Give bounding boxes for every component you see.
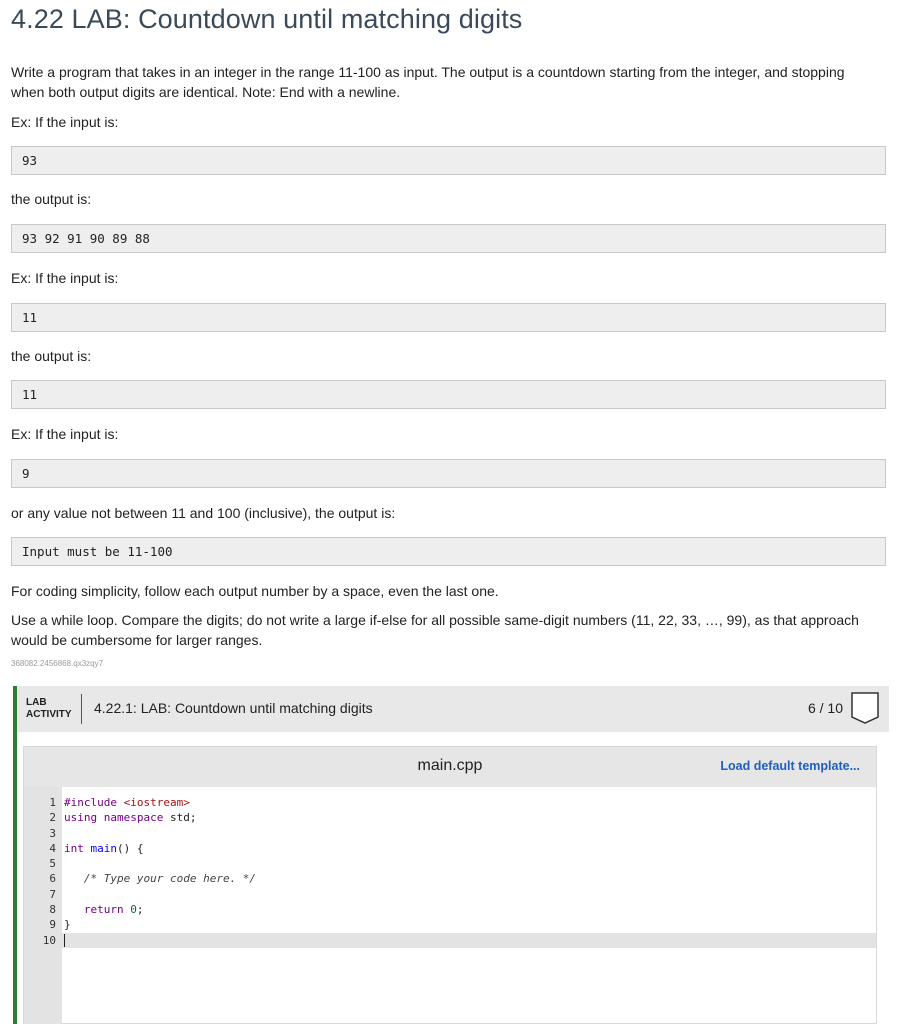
example-2-output: 11	[11, 380, 886, 409]
example-3-input: 9	[11, 459, 886, 488]
code-text[interactable]: return 0;	[83, 903, 144, 917]
code-line[interactable]	[24, 871, 876, 886]
code-line[interactable]	[24, 810, 876, 825]
code-editor	[23, 746, 877, 1024]
activity-id: 368082.2456868.qx3zqy7	[11, 659, 104, 668]
editor-header	[24, 747, 876, 787]
note-loop-line-2: would be cumbersome for larger ranges.	[11, 632, 263, 648]
code-line[interactable]	[24, 841, 876, 856]
description-line-2: when both output digits are identical. Note: End with a newline.	[11, 84, 401, 100]
note-loop-line-1: Use a while loop. Compare the digits; do not write a large if-else for all possible same-digit numbers (11, 22, 33, …, 99), as that approach	[11, 612, 859, 628]
example-1-intro: Ex: If the input is:	[11, 114, 119, 130]
example-2-intro: Ex: If the input is:	[11, 270, 119, 286]
example-1-output-label: the output is:	[11, 191, 92, 207]
text-cursor	[64, 934, 65, 947]
line-number: 10	[42, 933, 56, 947]
code-line-active[interactable]	[24, 933, 876, 948]
note-loop	[11, 610, 871, 650]
code-line[interactable]	[24, 856, 876, 871]
code-line[interactable]	[24, 887, 876, 902]
example-3-output-label: or any value not between 11 and 100 (inclusive), the output is:	[11, 505, 396, 521]
code-text[interactable]: using namespace std;	[64, 811, 197, 825]
lab-activity-title: 4.22.1: LAB: Countdown until matching digits	[94, 700, 373, 716]
code-line[interactable]	[24, 795, 876, 810]
lab-tag-line-2: ACTIVITY	[26, 709, 72, 720]
file-name: main.cpp	[417, 757, 483, 774]
line-number: 4	[49, 841, 56, 855]
code-text[interactable]: int main() {	[64, 841, 144, 855]
line-number: 3	[49, 826, 56, 840]
page-title: 4.22 LAB: Countdown until matching digits	[11, 4, 523, 34]
note-spacing: For coding simplicity, follow each output number by a space, even the last one.	[11, 583, 499, 599]
lab-activity-header	[13, 686, 889, 732]
code-text-area[interactable]	[24, 795, 876, 948]
lab-header-divider	[81, 694, 82, 724]
code-text[interactable]: #include <iostream>	[64, 796, 190, 809]
completion-badge-icon	[851, 692, 879, 724]
line-number: 2	[49, 811, 56, 825]
example-2-output-label: the output is:	[11, 348, 92, 364]
example-2-input: 11	[11, 303, 886, 332]
lab-score: 6 / 10	[807, 700, 843, 716]
line-number: 9	[49, 918, 56, 932]
line-number: 7	[49, 887, 56, 901]
code-comment[interactable]: /* Type your code here. */	[64, 872, 257, 886]
line-number: 5	[49, 857, 56, 871]
example-1-input: 93	[11, 146, 886, 175]
code-line[interactable]	[24, 826, 876, 841]
description-line-1: Write a program that takes in an integer in the range 11-100 as input. The output is a countdown starting from the integer, and stopping	[11, 64, 845, 80]
line-number: 1	[49, 796, 56, 809]
lab-activity-tag	[26, 697, 72, 721]
description	[11, 62, 871, 102]
code-line[interactable]	[24, 902, 876, 917]
lab-tag-line-1: LAB	[26, 697, 47, 708]
example-3-intro: Ex: If the input is:	[11, 426, 119, 442]
code-line[interactable]	[24, 917, 876, 932]
code-text[interactable]: }	[64, 918, 71, 932]
code-text[interactable]	[64, 933, 65, 948]
line-number: 6	[49, 872, 56, 886]
example-1-output: 93 92 91 90 89 88	[11, 224, 886, 253]
example-3-output: Input must be 11-100	[11, 537, 886, 566]
load-default-template-link[interactable]: Load default template...	[720, 759, 860, 773]
line-number: 8	[49, 903, 56, 917]
